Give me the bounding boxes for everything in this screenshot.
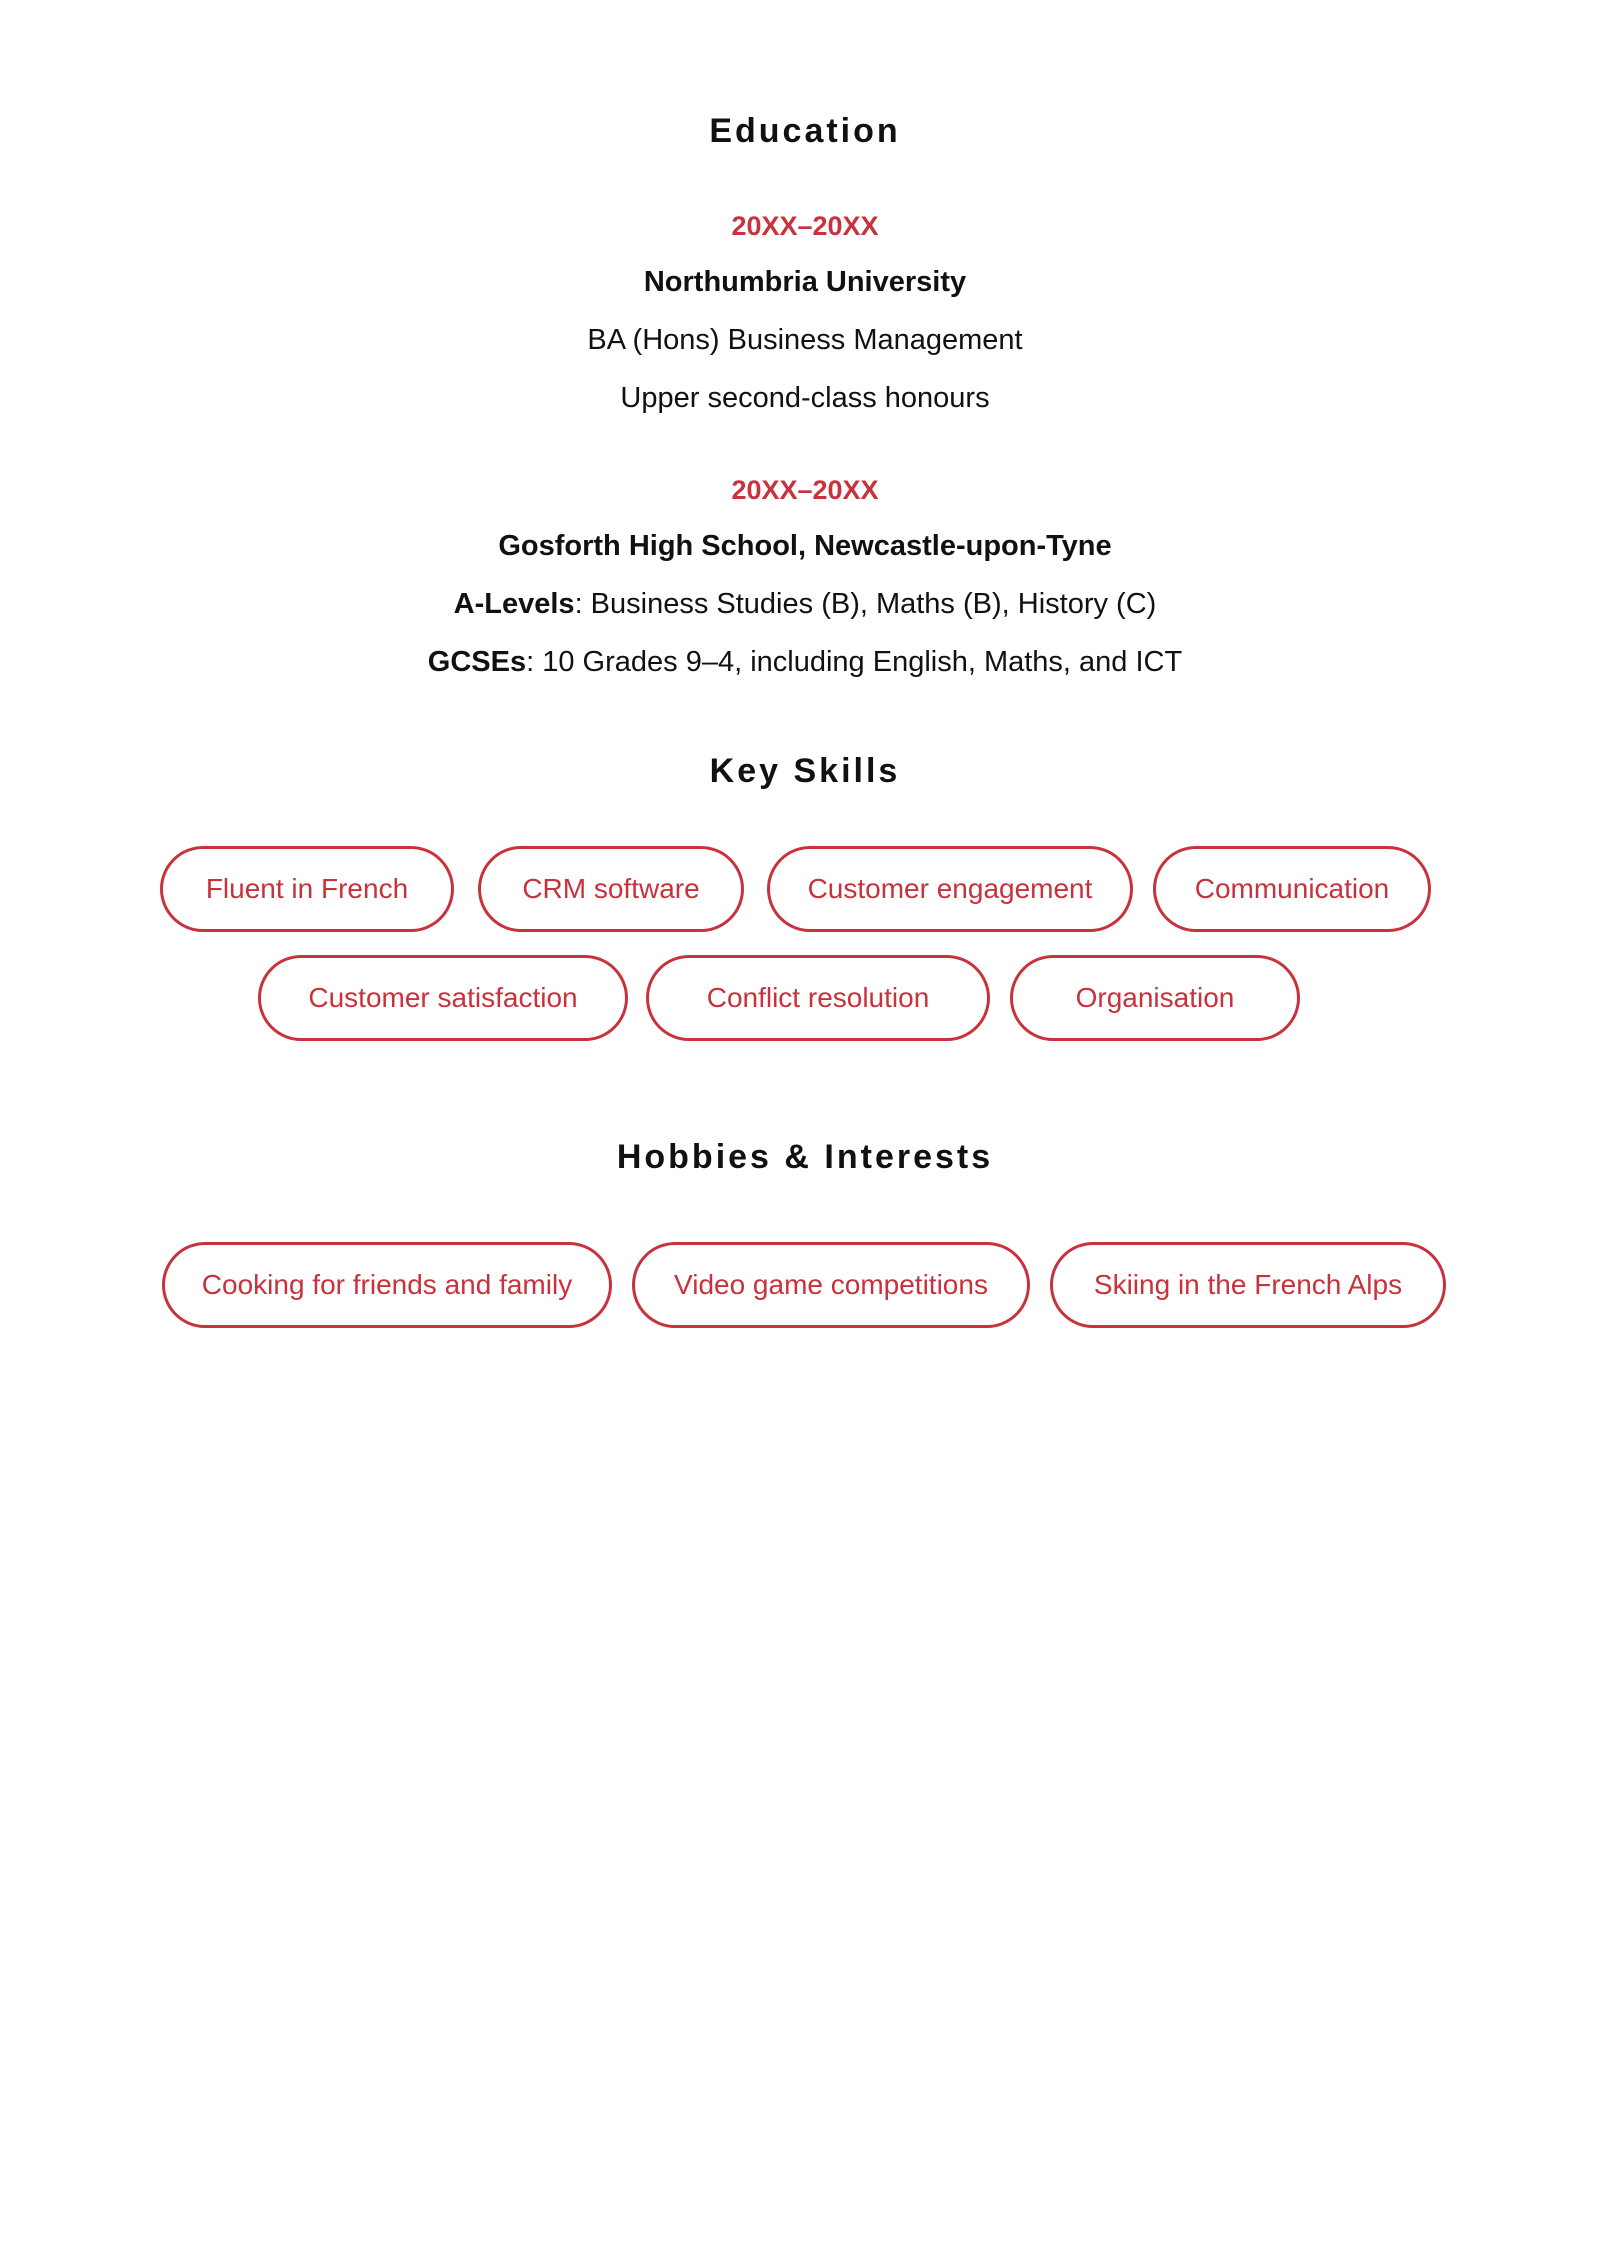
key-skills-heading: Key Skills <box>709 752 901 790</box>
education-date-2: 20XX–20XX <box>731 475 879 505</box>
skill-pill: Customer satisfaction <box>258 955 628 1041</box>
education-alevels <box>0 584 1600 624</box>
alevels-label: A-Levels <box>453 588 575 620</box>
skill-pill: Customer engagement <box>767 846 1133 932</box>
gcses-label: GCSEs <box>427 646 527 678</box>
education-honours-1: Upper second-class honours <box>620 382 990 414</box>
skill-pill: CRM software <box>478 846 744 932</box>
skill-pill: Conflict resolution <box>646 955 990 1041</box>
education-institution-1: Northumbria University <box>643 266 967 298</box>
education-gcses <box>0 642 1600 682</box>
gcses-value: : 10 Grades 9–4, including English, Maths, and ICT <box>526 646 1183 678</box>
skill-pill: Fluent in French <box>160 846 454 932</box>
education-date-1: 20XX–20XX <box>731 211 879 241</box>
skill-pill: Organisation <box>1010 955 1300 1041</box>
hobby-pill: Skiing in the French Alps <box>1050 1242 1446 1328</box>
hobby-pill: Cooking for friends and family <box>162 1242 612 1328</box>
skill-pill: Communication <box>1153 846 1431 932</box>
alevels-value: : Business Studies (B), Maths (B), History (C) <box>574 588 1157 620</box>
hobby-pill: Video game competitions <box>632 1242 1030 1328</box>
education-heading: Education <box>709 112 901 150</box>
hobbies-heading: Hobbies & Interests <box>616 1138 994 1176</box>
education-institution-2: Gosforth High School, Newcastle-upon-Tyne <box>498 530 1112 562</box>
education-degree-1: BA (Hons) Business Management <box>587 324 1023 356</box>
